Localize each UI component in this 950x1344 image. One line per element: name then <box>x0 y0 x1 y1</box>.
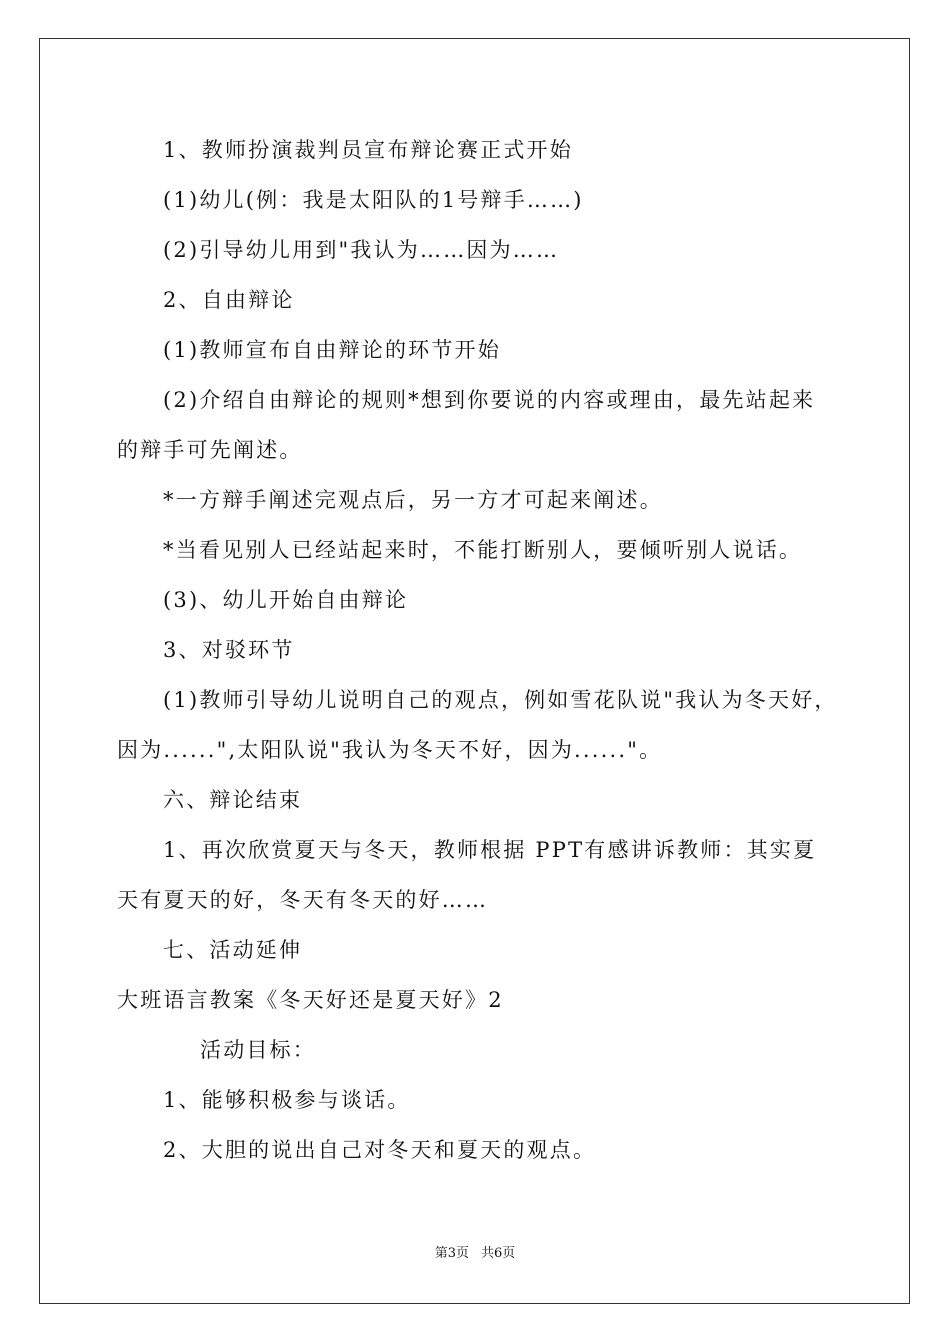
paragraph-line: 的辩手可先阐述。 <box>117 438 303 462</box>
current-page-number: 第3页 <box>434 1246 469 1261</box>
section-heading: 六、辩论结束 <box>163 788 303 812</box>
page-border <box>39 38 910 1304</box>
section-heading: 七、活动延伸 <box>163 938 303 962</box>
paragraph-line: (1)教师引导幼儿说明自己的观点，例如雪花队说"我认为冬天好， <box>163 688 838 712</box>
section-heading: 2、自由辩论 <box>163 288 295 312</box>
document-title: 大班语言教案《冬天好还是夏天好》2 <box>117 988 504 1012</box>
paragraph-line: 因为......",太阳队说"我认为冬天不好，因为......"。 <box>117 738 663 762</box>
paragraph-line: 1、再次欣赏夏天与冬天，教师根据 PPT有感讲诉教师：其实夏 <box>163 838 817 862</box>
page-footer <box>0 1245 950 1263</box>
paragraph-line: 1、教师扮演裁判员宣布辩论赛正式开始 <box>163 138 573 162</box>
paragraph-line: (1)教师宣布自由辩论的环节开始 <box>163 338 501 362</box>
paragraph-line: (3)、幼儿开始自由辩论 <box>163 588 409 612</box>
paragraph-line: (2)引导幼儿用到"我认为……因为…… <box>163 238 560 262</box>
total-page-count: 共6页 <box>481 1246 516 1261</box>
section-heading: 3、对驳环节 <box>163 638 295 662</box>
paragraph-line: 1、能够积极参与谈话。 <box>163 1088 411 1112</box>
subsection-heading: 活动目标： <box>200 1038 316 1062</box>
paragraph-line: *一方辩手阐述完观点后，另一方才可起来阐述。 <box>163 488 663 512</box>
paragraph-line: *当看见别人已经站起来时，不能打断别人，要倾听别人说话。 <box>163 538 803 562</box>
paragraph-line: 2、大胆的说出自己对冬天和夏天的观点。 <box>163 1138 597 1162</box>
paragraph-line: 天有夏天的好，冬天有冬天的好…… <box>117 888 489 912</box>
paragraph-line: (1)幼儿(例：我是太阳队的1号辩手……) <box>163 188 584 212</box>
paragraph-line: (2)介绍自由辩论的规则*想到你要说的内容或理由，最先站起来 <box>163 388 816 412</box>
